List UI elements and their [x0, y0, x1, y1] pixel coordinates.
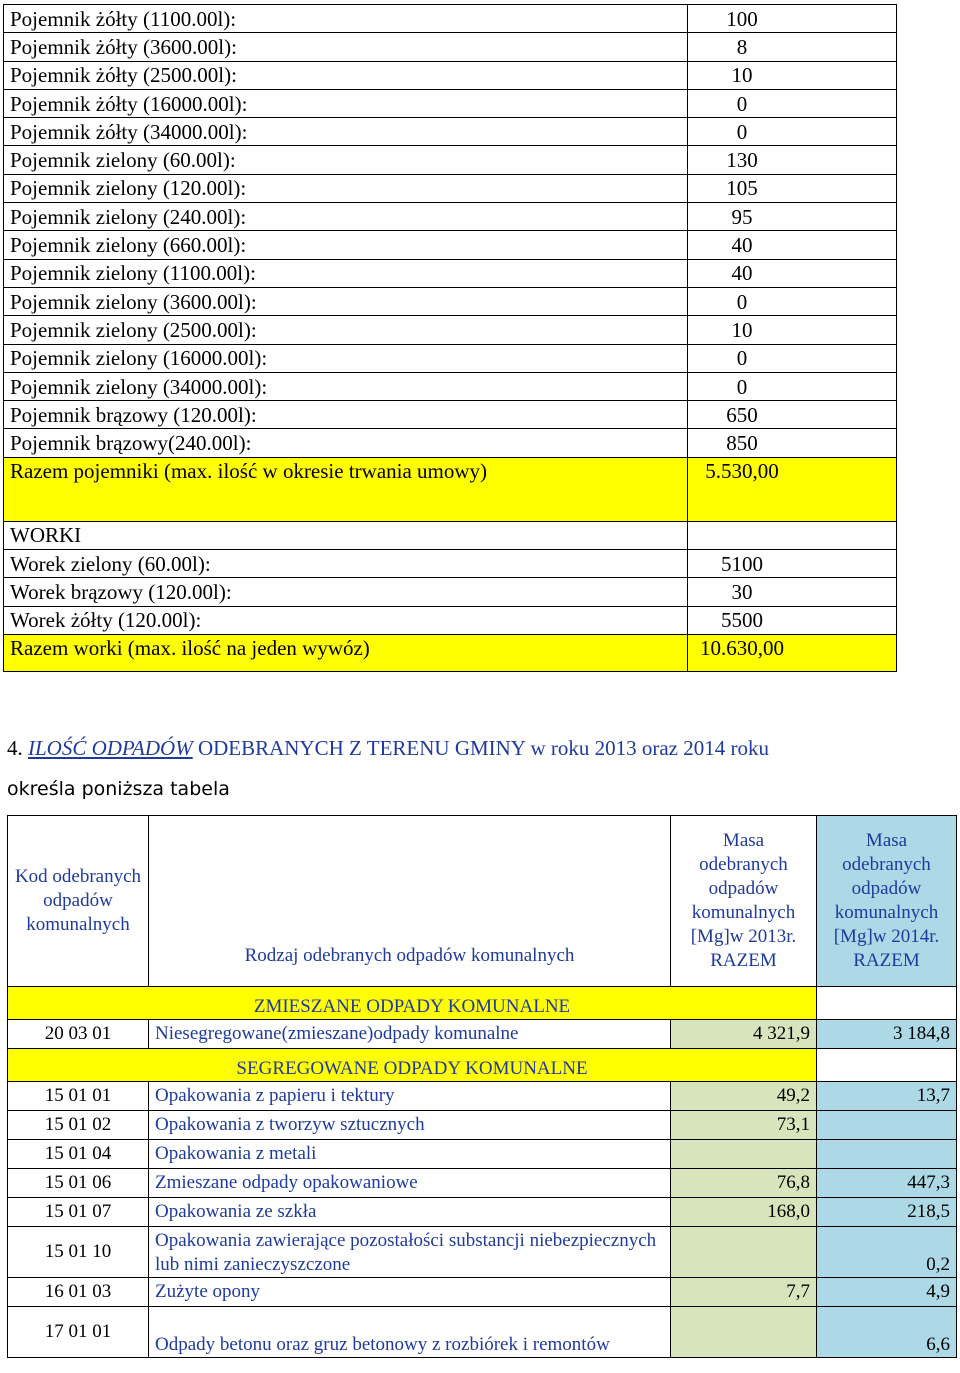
waste-mass-2014: 3 184,8 — [817, 1020, 957, 1049]
row-value: 40 — [688, 231, 897, 259]
waste-code: 17 01 01 — [8, 1307, 149, 1358]
waste-mass-2014: 13,7 — [817, 1082, 957, 1111]
waste-kind: Odpady betonu oraz gruz betonowy z rozbiórek i remontów — [149, 1307, 671, 1358]
bag-row — [4, 578, 897, 606]
row-label: Pojemnik zielony (60.00l): — [4, 146, 688, 174]
waste-mass-2013 — [671, 1140, 817, 1169]
container-row — [4, 372, 897, 400]
waste-row — [8, 1278, 957, 1307]
row-value: 40 — [688, 259, 897, 287]
row-value: 130 — [688, 146, 897, 174]
row-value: 650 — [688, 401, 897, 429]
row-label: Worek brązowy (120.00l): — [4, 578, 688, 606]
row-label: Pojemnik zielony (16000.00l): — [4, 344, 688, 372]
section-spacer — [817, 987, 957, 1020]
row-value: 0 — [688, 287, 897, 315]
row-label: Pojemnik żółty (3600.00l): — [4, 33, 688, 61]
waste-table-body — [8, 987, 957, 1358]
row-label: Pojemnik brązowy (120.00l): — [4, 401, 688, 429]
row-label: Razem pojemniki (max. ilość w okresie trwania umowy) — [4, 457, 688, 521]
waste-mass-2013 — [671, 1307, 817, 1358]
container-row — [4, 316, 897, 344]
container-row — [4, 259, 897, 287]
row-value: 10.630,00 — [688, 634, 897, 671]
waste-row — [8, 1020, 957, 1049]
waste-row — [8, 1307, 957, 1358]
container-row — [4, 401, 897, 429]
row-value: 10 — [688, 61, 897, 89]
row-label: Pojemnik zielony (3600.00l): — [4, 287, 688, 315]
row-value: 0 — [688, 118, 897, 146]
row-value: 0 — [688, 89, 897, 117]
waste-mass-2013: 168,0 — [671, 1198, 817, 1227]
waste-mass-2014 — [817, 1111, 957, 1140]
section-heading — [7, 736, 769, 761]
waste-mass-2013: 76,8 — [671, 1169, 817, 1198]
waste-mass-2014 — [817, 1140, 957, 1169]
waste-kind: Opakowania z papieru i tektury — [149, 1082, 671, 1111]
row-value: 95 — [688, 203, 897, 231]
containers-table — [3, 4, 897, 672]
waste-code: 16 01 03 — [8, 1278, 149, 1307]
heading-highlight: ILOŚĆ ODPADÓW — [28, 736, 193, 760]
row-label: Worek zielony (60.00l): — [4, 550, 688, 578]
waste-kind: Zużyte opony — [149, 1278, 671, 1307]
row-label: Pojemnik brązowy(240.00l): — [4, 429, 688, 457]
row-label: Pojemnik żółty (2500.00l): — [4, 61, 688, 89]
waste-row — [8, 1198, 957, 1227]
waste-code: 20 03 01 — [8, 1020, 149, 1049]
container-row — [4, 61, 897, 89]
containers-total-row — [4, 457, 897, 521]
row-value: 5500 — [688, 606, 897, 634]
row-value: 850 — [688, 429, 897, 457]
waste-mass-2013: 4 321,9 — [671, 1020, 817, 1049]
waste-code: 15 01 01 — [8, 1082, 149, 1111]
row-label: WORKI — [4, 521, 688, 549]
bag-row — [4, 606, 897, 634]
container-row — [4, 174, 897, 202]
waste-code: 15 01 04 — [8, 1140, 149, 1169]
waste-mass-2013 — [671, 1227, 817, 1278]
section-subtitle: określa poniższa tabela — [7, 778, 230, 800]
waste-kind: Opakowania z tworzyw sztucznych — [149, 1111, 671, 1140]
container-row — [4, 344, 897, 372]
waste-code: 15 01 07 — [8, 1198, 149, 1227]
container-row — [4, 429, 897, 457]
waste-row — [8, 1169, 957, 1198]
row-label: Pojemnik zielony (1100.00l): — [4, 259, 688, 287]
waste-row — [8, 1227, 957, 1278]
heading-rest: ODEBRANYCH Z TERENU GMINY w roku 2013 oraz 2014 roku — [192, 736, 769, 760]
waste-table — [7, 815, 957, 1358]
bags-header-row — [4, 521, 897, 549]
waste-mass-2013: 7,7 — [671, 1278, 817, 1307]
header-code: Kod odebranych odpadów komunalnych — [8, 816, 149, 987]
section-title: ZMIESZANE ODPADY KOMUNALNE — [8, 987, 817, 1020]
section-segregated — [8, 1049, 957, 1082]
waste-mass-2014: 6,6 — [817, 1307, 957, 1358]
waste-kind: Opakowania ze szkła — [149, 1198, 671, 1227]
row-label: Razem worki (max. ilość na jeden wywóz) — [4, 634, 688, 671]
row-value: 100 — [688, 5, 897, 33]
row-label: Pojemnik żółty (16000.00l): — [4, 89, 688, 117]
waste-row — [8, 1140, 957, 1169]
waste-code: 15 01 10 — [8, 1227, 149, 1278]
containers-table-body — [4, 5, 897, 672]
waste-mass-2013: 49,2 — [671, 1082, 817, 1111]
container-row — [4, 89, 897, 117]
row-label: Pojemnik żółty (1100.00l): — [4, 5, 688, 33]
container-row — [4, 287, 897, 315]
container-row — [4, 118, 897, 146]
row-label: Worek żółty (120.00l): — [4, 606, 688, 634]
bag-row — [4, 550, 897, 578]
container-row — [4, 33, 897, 61]
row-label: Pojemnik żółty (34000.00l): — [4, 118, 688, 146]
row-value: 0 — [688, 372, 897, 400]
header-mass-2013: Masa odebranych odpadów komunalnych [Mg]w 2013r. RAZEM — [671, 816, 817, 987]
row-label: Pojemnik zielony (660.00l): — [4, 231, 688, 259]
waste-mass-2014: 0,2 — [817, 1227, 957, 1278]
waste-row — [8, 1082, 957, 1111]
row-value: 105 — [688, 174, 897, 202]
waste-kind: Opakowania z metali — [149, 1140, 671, 1169]
row-value: 10 — [688, 316, 897, 344]
waste-kind: Zmieszane odpady opakowaniowe — [149, 1169, 671, 1198]
waste-code: 15 01 02 — [8, 1111, 149, 1140]
container-row — [4, 146, 897, 174]
waste-mass-2014: 218,5 — [817, 1198, 957, 1227]
row-value: 8 — [688, 33, 897, 61]
waste-table-header — [8, 816, 957, 987]
row-label: Pojemnik zielony (240.00l): — [4, 203, 688, 231]
row-value: 0 — [688, 344, 897, 372]
container-row — [4, 231, 897, 259]
row-value: 30 — [688, 578, 897, 606]
row-value — [688, 521, 897, 549]
row-label: Pojemnik zielony (120.00l): — [4, 174, 688, 202]
section-title: SEGREGOWANE ODPADY KOMUNALNE — [8, 1049, 817, 1082]
row-value: 5.530,00 — [688, 457, 897, 521]
header-kind: Rodzaj odebranych odpadów komunalnych — [149, 816, 671, 987]
header-mass-2014: Masa odebranych odpadów komunalnych [Mg]w 2014r. RAZEM — [817, 816, 957, 987]
row-label: Pojemnik zielony (34000.00l): — [4, 372, 688, 400]
waste-kind: Opakowania zawierające pozostałości substancji niebezpiecznych lub nimi zanieczyszczone — [149, 1227, 671, 1278]
waste-row — [8, 1111, 957, 1140]
waste-mass-2014: 4,9 — [817, 1278, 957, 1307]
section-spacer — [817, 1049, 957, 1082]
container-row — [4, 203, 897, 231]
container-row — [4, 5, 897, 33]
waste-code: 15 01 06 — [8, 1169, 149, 1198]
waste-mass-2013: 73,1 — [671, 1111, 817, 1140]
row-label: Pojemnik zielony (2500.00l): — [4, 316, 688, 344]
waste-mass-2014: 447,3 — [817, 1169, 957, 1198]
bags-total-row — [4, 634, 897, 671]
row-value: 5100 — [688, 550, 897, 578]
waste-kind: Niesegregowane(zmieszane)odpady komunalne — [149, 1020, 671, 1049]
heading-number: 4. — [7, 736, 23, 760]
section-mixed — [8, 987, 957, 1020]
